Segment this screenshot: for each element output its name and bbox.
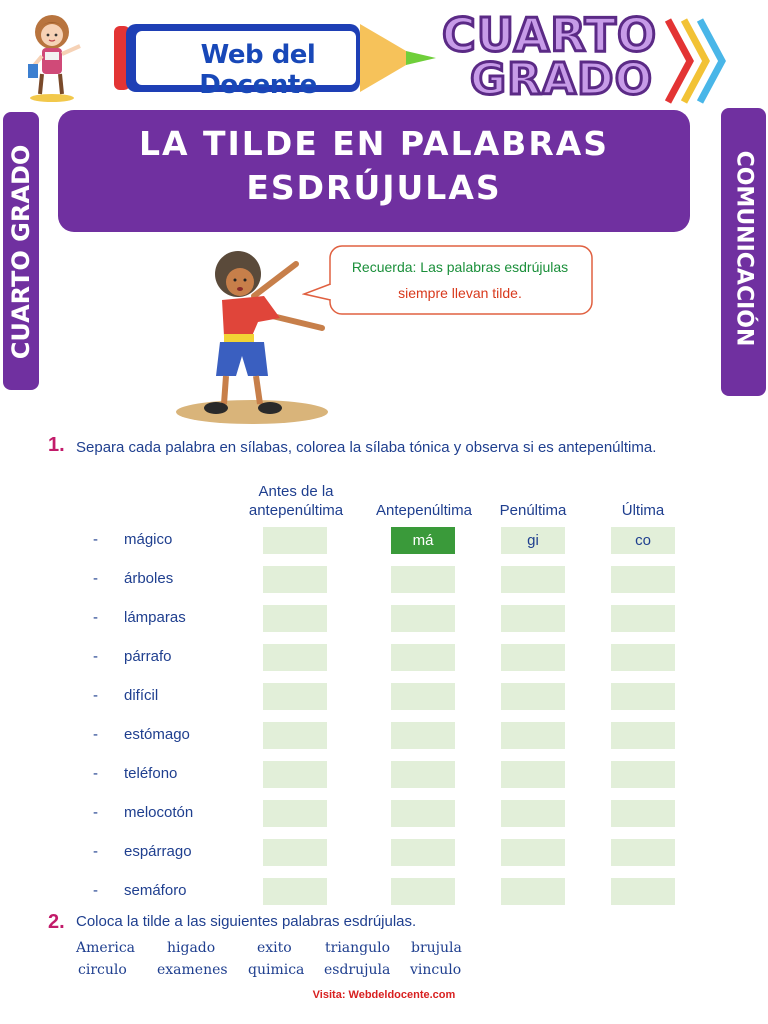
syllable-cell-antepenultimate[interactable] — [391, 566, 455, 593]
column-header-last: Última — [621, 502, 665, 519]
grade-word-bottom: GRADO — [470, 54, 653, 105]
row-word: mágico — [124, 531, 173, 548]
syllable-cell-antepenultimate[interactable] — [391, 683, 455, 710]
word-list-item: vinculo — [410, 962, 462, 978]
syllable-cell-antepenultimate[interactable] — [391, 800, 455, 827]
row-word: estómago — [124, 726, 190, 743]
syllable-cell-antepenultimate[interactable] — [391, 878, 455, 905]
grade-word-top: CUARTO — [442, 8, 658, 62]
table-row — [0, 722, 768, 750]
side-banner-left-text: CUARTO GRADO — [7, 144, 35, 360]
word-list-item: examenes — [157, 962, 228, 978]
word-list-item: circulo — [78, 962, 127, 978]
side-banner-right-text: COMUNICACIÓN — [731, 150, 757, 347]
syllable-cell-last[interactable] — [611, 878, 675, 905]
footer-website-link[interactable]: Visita: Webdeldocente.com — [312, 989, 456, 1001]
syllable-cell-penultimate[interactable] — [501, 605, 565, 632]
syllable-cell-antepenultimate[interactable] — [391, 839, 455, 866]
row-word: lámparas — [124, 609, 186, 626]
syllable-cell-antepenultimate[interactable] — [391, 605, 455, 632]
colored-chevrons-icon — [660, 16, 730, 106]
syllable-cell-penultimate[interactable] — [501, 683, 565, 710]
page-title-line1: LA TILDE EN PALABRAS — [138, 124, 610, 163]
syllable-cell-last[interactable]: co — [611, 527, 675, 554]
syllable-cell-penultimate[interactable] — [501, 644, 565, 671]
syllable-cell-last[interactable] — [611, 839, 675, 866]
row-dash: - — [93, 687, 98, 704]
side-banner-left — [3, 112, 39, 390]
word-list-item: triangulo — [325, 940, 391, 956]
syllable-cell-before-antepenultimate[interactable] — [263, 683, 327, 710]
syllable-cell-last[interactable] — [611, 722, 675, 749]
row-dash: - — [93, 570, 98, 587]
syllable-cell-antepenultimate[interactable]: má — [391, 527, 455, 554]
side-banner-right — [721, 108, 766, 396]
exercise-1-instructions: Separa cada palabra en sílabas, colorea la sílaba tónica y observa si es antepenúltima. — [76, 439, 657, 456]
table-row — [0, 839, 768, 867]
logo-text: Web del Docente — [199, 40, 317, 100]
bubble-text-line2: siempre llevan tilde. — [398, 285, 522, 301]
syllable-cell-before-antepenultimate[interactable] — [263, 839, 327, 866]
word-list-item: higado — [167, 940, 216, 956]
row-word: difícil — [124, 687, 159, 704]
row-dash: - — [93, 765, 98, 782]
word-list-item: exito — [257, 940, 292, 956]
syllable-cell-before-antepenultimate[interactable] — [263, 878, 327, 905]
syllable-cell-penultimate[interactable] — [501, 761, 565, 788]
syllable-cell-before-antepenultimate[interactable] — [263, 722, 327, 749]
column-header-antepenultimate: Antepenúltima — [376, 502, 472, 519]
table-row — [0, 878, 768, 906]
word-list-item: America — [76, 940, 136, 956]
syllable-cell-last[interactable] — [611, 683, 675, 710]
row-dash: - — [93, 609, 98, 626]
syllable-cell-penultimate[interactable] — [501, 722, 565, 749]
word-list-item: esdrujula — [324, 962, 391, 978]
title-banner — [58, 110, 690, 232]
column-header-penultimate: Penúltima — [499, 502, 567, 519]
row-dash: - — [93, 648, 98, 665]
row-word: melocotón — [124, 804, 194, 821]
syllable-cell-before-antepenultimate[interactable] — [263, 800, 327, 827]
row-word: teléfono — [124, 765, 178, 782]
syllable-cell-last[interactable] — [611, 566, 675, 593]
row-dash: - — [93, 804, 98, 821]
row-dash: - — [93, 882, 98, 899]
syllable-cell-penultimate[interactable] — [501, 800, 565, 827]
table-row — [0, 605, 768, 633]
teacher-girl-illustration — [20, 8, 88, 104]
row-dash: - — [93, 843, 98, 860]
table-row — [0, 566, 768, 594]
row-word: párrafo — [124, 648, 172, 665]
syllable-cell-last[interactable] — [611, 761, 675, 788]
exercise-2-instructions: Coloca la tilde a las siguientes palabras esdrújulas. — [76, 913, 417, 930]
syllable-cell-penultimate[interactable] — [501, 566, 565, 593]
exercise-2-number: 2. — [48, 911, 65, 933]
syllable-cell-before-antepenultimate[interactable] — [263, 605, 327, 632]
syllable-cell-antepenultimate[interactable] — [391, 644, 455, 671]
table-row — [0, 761, 768, 789]
row-dash: - — [93, 726, 98, 743]
page-title-line2: ESDRÚJULAS — [246, 168, 502, 207]
syllable-cell-before-antepenultimate[interactable] — [263, 644, 327, 671]
row-word: árboles — [124, 570, 174, 587]
bubble-text-line1: Recuerda: Las palabras esdrújulas — [351, 259, 569, 275]
syllable-cell-before-antepenultimate[interactable] — [263, 566, 327, 593]
table-row — [0, 683, 768, 711]
table-row — [0, 527, 768, 555]
word-list-item: quimica — [248, 962, 305, 978]
column-header-before-antepenultimate: Antes de la antepenúltima — [248, 483, 344, 519]
syllable-cell-penultimate[interactable] — [501, 878, 565, 905]
syllable-cell-last[interactable] — [611, 644, 675, 671]
syllable-cell-antepenultimate[interactable] — [391, 722, 455, 749]
syllable-cell-last[interactable] — [611, 605, 675, 632]
syllable-cell-penultimate[interactable]: gi — [501, 527, 565, 554]
exercise-1-number: 1. — [48, 434, 65, 456]
row-word: semáforo — [124, 882, 187, 899]
syllable-cell-penultimate[interactable] — [501, 839, 565, 866]
syllable-cell-last[interactable] — [611, 800, 675, 827]
row-word: espárrago — [124, 843, 192, 860]
syllable-cell-before-antepenultimate[interactable] — [263, 761, 327, 788]
speech-bubble — [302, 244, 594, 318]
syllable-cell-before-antepenultimate[interactable] — [263, 527, 327, 554]
row-dash: - — [93, 531, 98, 548]
word-list-item: brujula — [411, 940, 462, 956]
syllable-cell-antepenultimate[interactable] — [391, 761, 455, 788]
table-row — [0, 644, 768, 672]
table-row — [0, 800, 768, 828]
